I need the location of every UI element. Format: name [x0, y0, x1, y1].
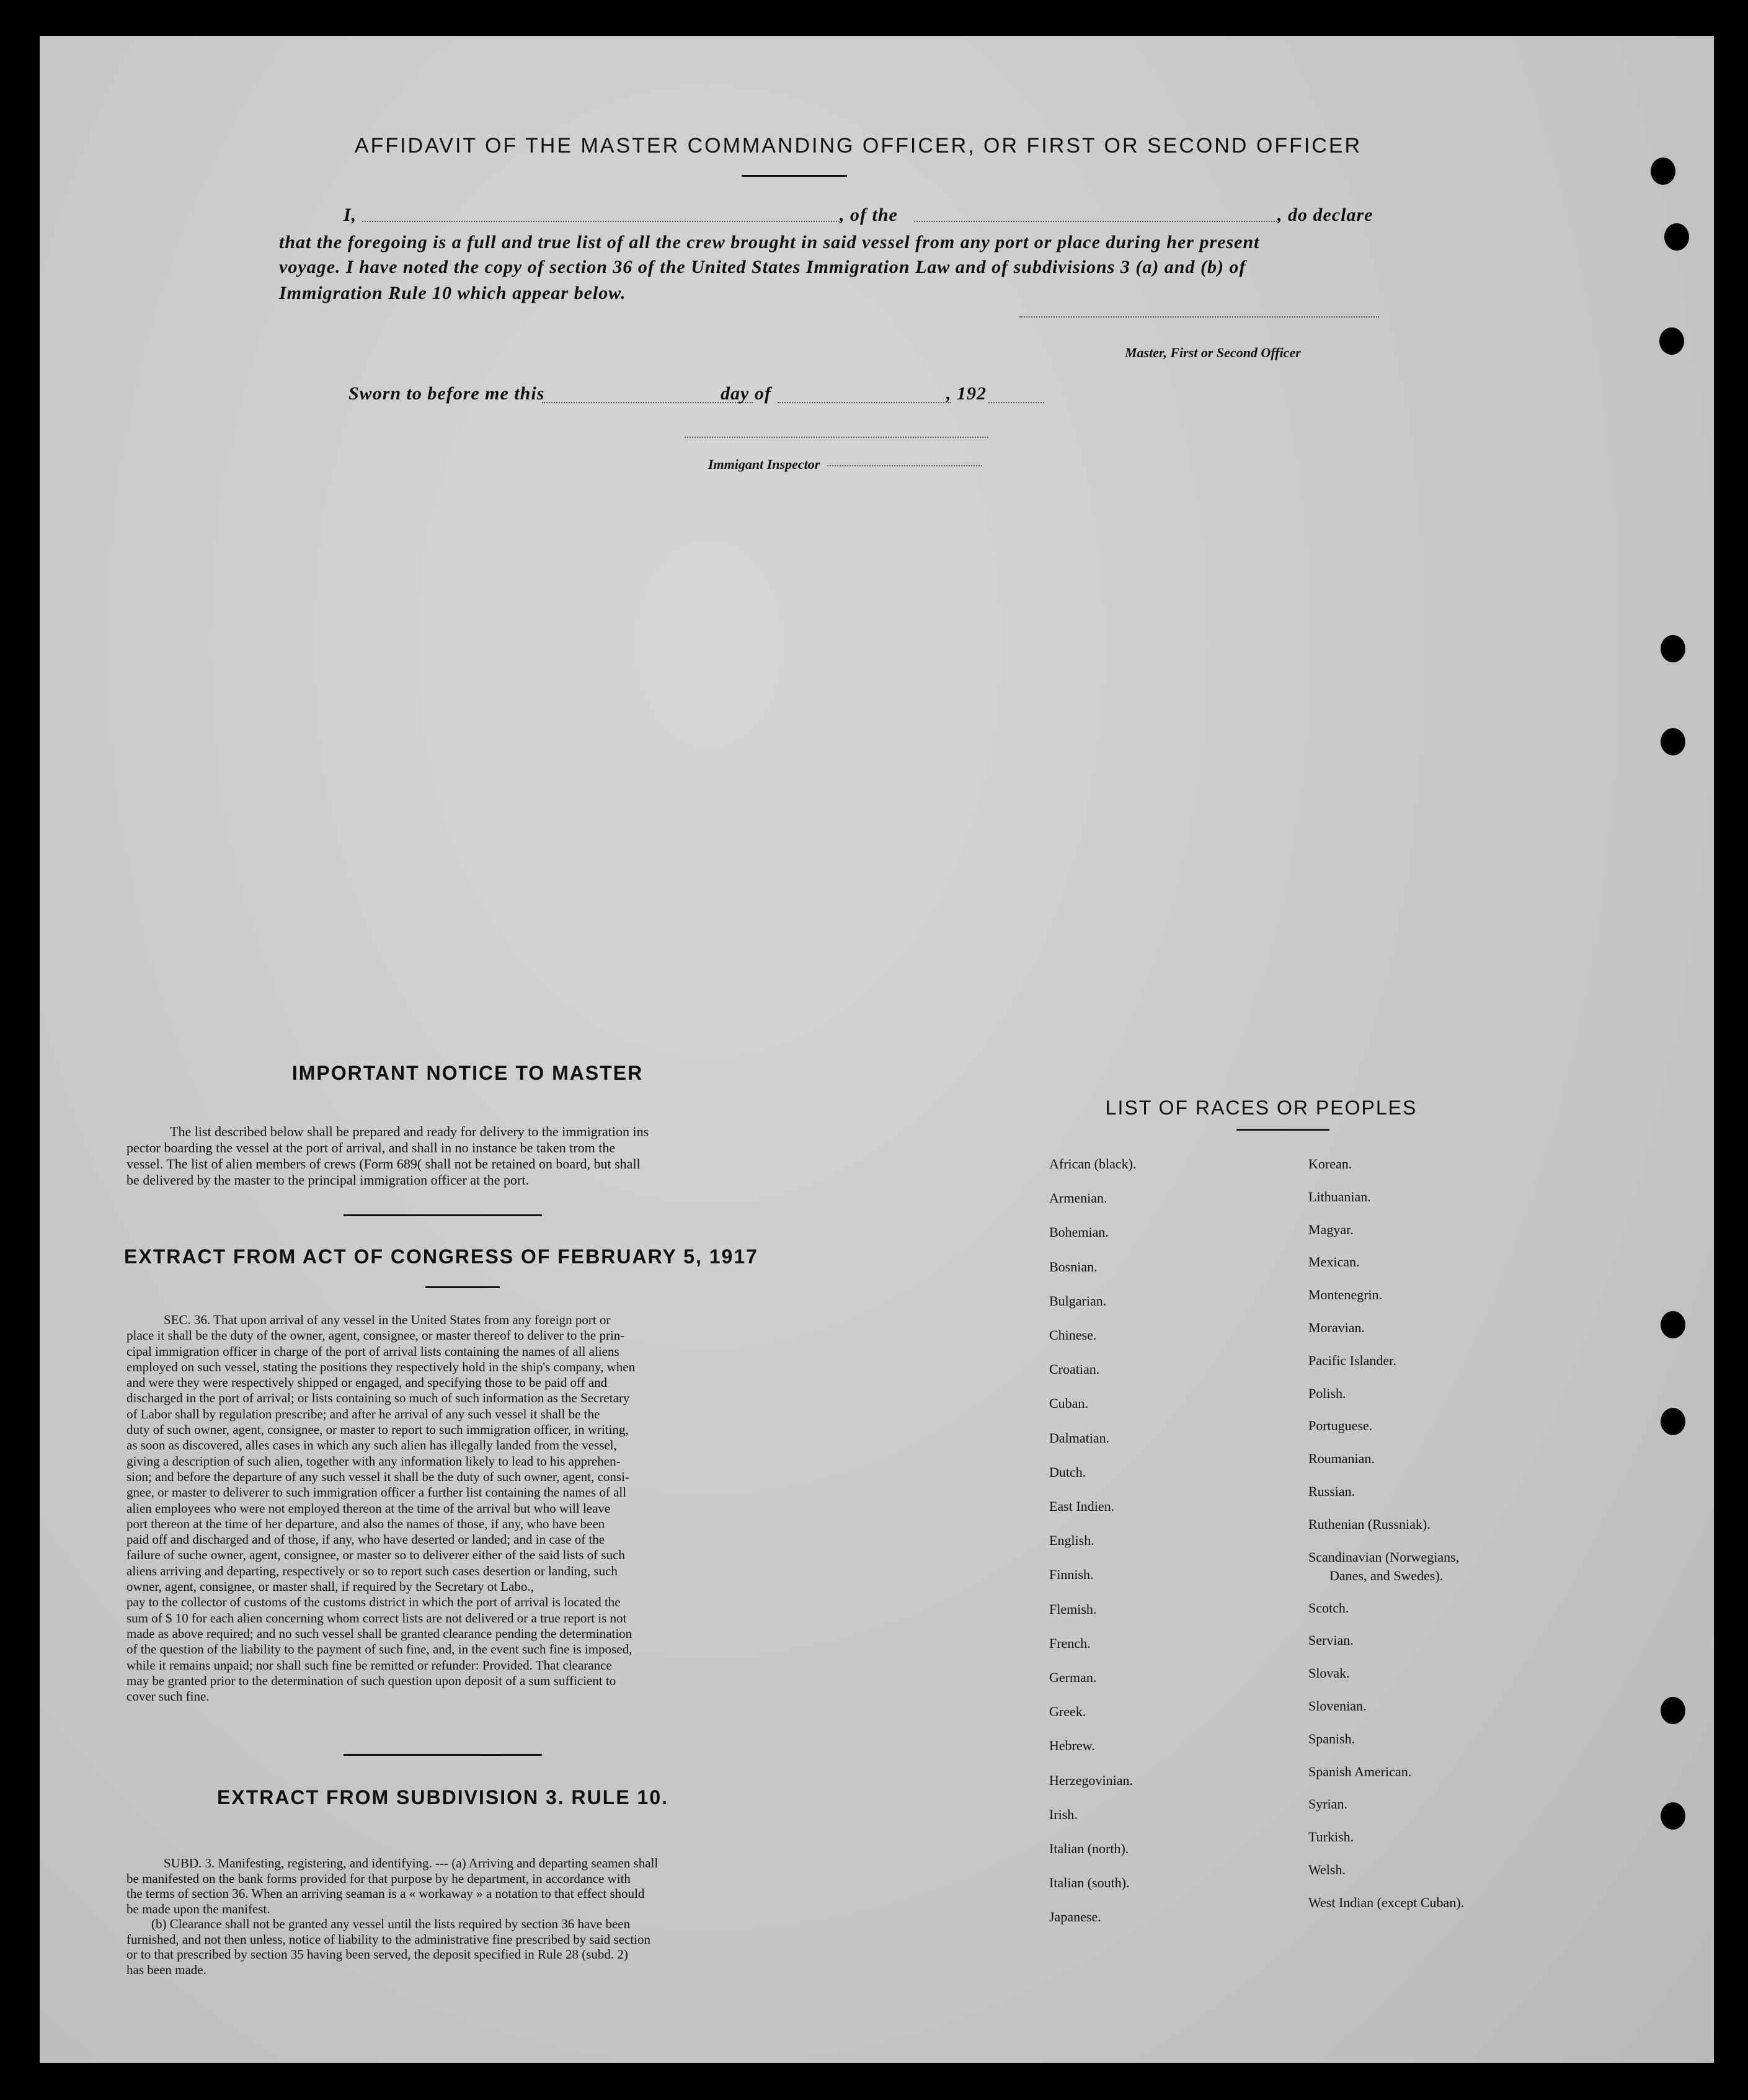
race-item: Scandinavian (Norwegians,: [1308, 1549, 1460, 1565]
race-item: Dutch.: [1049, 1464, 1086, 1480]
race-item: Syrian.: [1308, 1796, 1347, 1812]
binder-hole: [1659, 327, 1684, 355]
races-title-rule: [1236, 1129, 1329, 1131]
affidavit-line-2: that the foregoing is a full and true list of all the crew brought in said vessel from any port or place during her present: [279, 232, 1260, 252]
race-item: French.: [1049, 1635, 1091, 1651]
race-item: English.: [1049, 1533, 1094, 1549]
act-title-rule: [425, 1286, 500, 1288]
race-item: Flemish.: [1049, 1601, 1097, 1617]
race-item: Korean.: [1308, 1156, 1352, 1172]
binder-hole: [1651, 158, 1675, 185]
rule-extract-text: [126, 1856, 809, 1977]
text-line: or to that prescribed by section 35 having been served, the deposit specified in Rule 28 (subd. 2): [126, 1947, 628, 1962]
race-item: Welsh.: [1308, 1862, 1346, 1877]
text-line: pay to the collector of customs of the customs district in which the port of arrival is located the: [126, 1595, 621, 1610]
races-title: LIST OF RACES OR PEOPLES: [1105, 1097, 1417, 1119]
section-rule: [344, 1754, 542, 1756]
race-item: Spanish.: [1308, 1730, 1355, 1746]
text-line: has been made.: [126, 1962, 206, 1977]
race-item: Greek.: [1049, 1704, 1086, 1720]
text-line: gnee, or master to deliverer to such immigration officer a further list containing the names of all: [126, 1485, 627, 1500]
text-line: employed on such vessel, stating the positions they respectively hold in the ship's company, when: [126, 1359, 636, 1374]
text-line: the terms of section 36. When an arriving seaman is a « workaway » a notation to that effect should: [126, 1886, 645, 1901]
text-line: made as above required; and no such vessel shall be granted clearance pending the determination: [126, 1626, 632, 1641]
text-line: furnished, and not then unless, notice of liability to the administrative fine prescribed by said section: [126, 1931, 651, 1947]
affidavit-i-label: I,: [344, 205, 357, 225]
affidavit-title: AFFIDAVIT OF THE MASTER COMMANDING OFFICER, OR FIRST OR SECOND OFFICER: [354, 134, 1362, 158]
affidavit-line-3: voyage. I have noted the copy of section 36 of the United States Immigration Law and of subdivisions 3 (a) and (b) of: [279, 257, 1246, 277]
text-line: port thereon at the time of her departure, and also the names of those, if any, who have been: [126, 1516, 605, 1531]
race-item: Bulgarian.: [1049, 1292, 1107, 1309]
text-line: be manifested on the bank forms provided for that purpose by he department, in accordance with: [126, 1871, 631, 1886]
binder-hole: [1661, 1697, 1685, 1724]
binder-hole: [1661, 1408, 1685, 1435]
affidavit-line-4: Immigration Rule 10 which appear below.: [279, 283, 626, 303]
race-item: African (black).: [1049, 1156, 1137, 1172]
text-line: place it shall be the duty of the owner, agent, consignee, or master thereof to deliver to the prin-: [126, 1328, 625, 1343]
race-item: Slovenian.: [1308, 1698, 1367, 1714]
race-item: Cuban.: [1049, 1395, 1088, 1412]
race-item: Finnish.: [1049, 1567, 1094, 1583]
race-item: Italian (north).: [1049, 1841, 1129, 1856]
race-item: West Indian (except Cuban).: [1308, 1894, 1465, 1910]
text-line: may be granted prior to the determination of such question upon deposit of a sum sufficient to: [126, 1673, 616, 1688]
race-item: Servian.: [1308, 1632, 1354, 1648]
text-line: as soon as discovered, alles cases in which any such alien has illegally landed from the vessel,: [126, 1438, 617, 1453]
binder-hole: [1661, 1802, 1685, 1830]
text-line: while it remains unpaid; nor shall such fine be remitted or refunder: Provided. That clearance: [126, 1657, 612, 1673]
act-extract-title: EXTRACT FROM ACT OF CONGRESS OF FEBRUARY 5, 1917: [124, 1245, 758, 1268]
act-extract-text: [126, 1312, 809, 1704]
affidavit-do-declare: , do declare: [1277, 205, 1373, 225]
race-item: Armenian.: [1049, 1190, 1107, 1206]
race-item: Scotch.: [1308, 1599, 1349, 1616]
text-line: of the question of the liability to the payment of such fine, and, in the event such fine is imposed,: [126, 1642, 632, 1657]
text-line: be made upon the manifest.: [126, 1901, 270, 1916]
master-signature-label: Master, First or Second Officer: [1125, 345, 1301, 360]
text-line: discharged in the port of arrival; or lists containing so much of such information as the Secretary: [126, 1390, 630, 1406]
text-line: cipal immigration officer in charge of the port of arrival lists containing the names of all aliens: [126, 1343, 619, 1359]
race-item: Roumanian.: [1308, 1451, 1375, 1467]
text-line: aliens arriving and departing, respectively or so to report such cases desertion or landing, such: [126, 1563, 618, 1578]
vessel-field[interactable]: [914, 221, 1280, 222]
text-line: duty of such owner, agent, consignee, or master to report to such immigration officer, in writing,: [126, 1422, 629, 1438]
text-line: owner, agent, consignee, or master shall, if required by the Secretary ot Labo.,: [126, 1579, 534, 1595]
binder-hole: [1664, 223, 1689, 251]
sworn-label: Sworn to before me this: [348, 383, 545, 404]
race-item: Lithuanian.: [1308, 1188, 1371, 1204]
text-line: giving a description of such alien, together with any information likely to lead to his apprehen-: [126, 1453, 621, 1469]
race-item: Italian (south).: [1049, 1875, 1130, 1891]
race-item: Herzegovinian.: [1049, 1772, 1133, 1788]
race-item: Turkish.: [1308, 1829, 1354, 1845]
binder-hole: [1661, 1311, 1685, 1338]
name-field[interactable]: [362, 221, 840, 222]
race-item: Croatian.: [1049, 1361, 1100, 1377]
text-line: and were they were respectively shipped or engaged, and specifying those to be paid off and: [126, 1375, 608, 1390]
document-page: [40, 36, 1714, 2063]
race-item: Bohemian.: [1049, 1224, 1109, 1240]
notice-line: be delivered by the master to the principal immigration officer at the port.: [126, 1172, 529, 1188]
text-line: paid off and discharged and of those, if any, who have deserted or landed; and in case of the: [126, 1532, 605, 1547]
race-item: Dalmatian.: [1049, 1430, 1110, 1446]
text-line: SEC. 36. That upon arrival of any vessel in the United States from any foreign port or: [164, 1312, 611, 1327]
race-item: Pacific Islander.: [1308, 1352, 1396, 1368]
race-item: Irish.: [1049, 1806, 1078, 1822]
race-item: Portuguese.: [1308, 1418, 1373, 1434]
text-line: SUBD. 3. Manifesting, registering, and identifying. --- (a) Arriving and departing seamen shall: [164, 1856, 659, 1871]
race-item: Bosnian.: [1049, 1258, 1098, 1275]
text-line: cover such fine.: [126, 1689, 210, 1704]
inspector-label: Immigant Inspector: [708, 456, 820, 472]
race-item: Chinese.: [1049, 1327, 1097, 1343]
year-prefix: , 192: [946, 383, 987, 404]
sworn-year-field[interactable]: [988, 402, 1044, 403]
race-item: Hebrew.: [1049, 1738, 1095, 1754]
race-item: Ruthenian (Russniak).: [1308, 1516, 1431, 1532]
affidavit-of-the: , of the: [840, 205, 898, 225]
notice-line: pector boarding the vessel at the port of arrival, and shall in no instance be taken trom the: [126, 1140, 616, 1155]
title-rule: [742, 175, 847, 177]
notice-line: vessel. The list of alien members of crews (Form 689( shall not be retained on board, but shall: [126, 1156, 641, 1172]
race-item: East Indien.: [1049, 1498, 1115, 1514]
master-signature-field[interactable]: [1019, 316, 1379, 318]
race-item: Montenegrin.: [1308, 1287, 1383, 1303]
notice-line: The list described below shall be prepared and ready for delivery to the immigration ins: [170, 1124, 649, 1139]
binder-hole: [1661, 635, 1685, 662]
binder-hole: [1661, 728, 1685, 755]
race-item: Magyar.: [1308, 1221, 1354, 1237]
race-item: Russian.: [1308, 1484, 1355, 1499]
race-item: Japanese.: [1049, 1909, 1101, 1925]
race-item: Slovak.: [1308, 1665, 1350, 1681]
race-item: Spanish American.: [1308, 1763, 1412, 1779]
race-item: Mexican.: [1308, 1254, 1360, 1270]
race-item: German.: [1049, 1670, 1097, 1685]
race-item: Polish.: [1308, 1385, 1346, 1401]
race-item: Danes, and Swedes).: [1329, 1567, 1444, 1583]
text-line: sion; and before the departure of any such vessel it shall be the duty of such owner, agent, consi-: [126, 1469, 629, 1484]
rule-extract-title: EXTRACT FROM SUBDIVISION 3. RULE 10.: [216, 1786, 669, 1809]
day-of-label: day of: [721, 383, 771, 404]
notice-text: [126, 1124, 809, 1188]
section-rule: [344, 1214, 542, 1216]
sworn-month-field[interactable]: [778, 402, 951, 403]
notice-title: IMPORTANT NOTICE TO MASTER: [291, 1062, 644, 1084]
text-line: (b) Clearance shall not be granted any vessel until the lists required by section 36 have been: [151, 1916, 631, 1931]
race-item: Moravian.: [1308, 1320, 1365, 1335]
text-line: sum of $ 10 for each alien concerning whom correct lists are not delivered or a true report is not: [126, 1610, 627, 1626]
text-line: alien employees who were not employed thereon at the time of the arrival but who will leave: [126, 1500, 611, 1516]
inspector-signature-field[interactable]: [685, 437, 988, 438]
text-line: of Labor shall by regulation prescribe; and after he arrival of any such vessel it shall be the: [126, 1406, 600, 1422]
inspector-dotted-line: [827, 465, 982, 466]
text-line: failure of suche owner, agent, consignee, or master so to deliverer either of the said lists of such: [126, 1547, 625, 1563]
